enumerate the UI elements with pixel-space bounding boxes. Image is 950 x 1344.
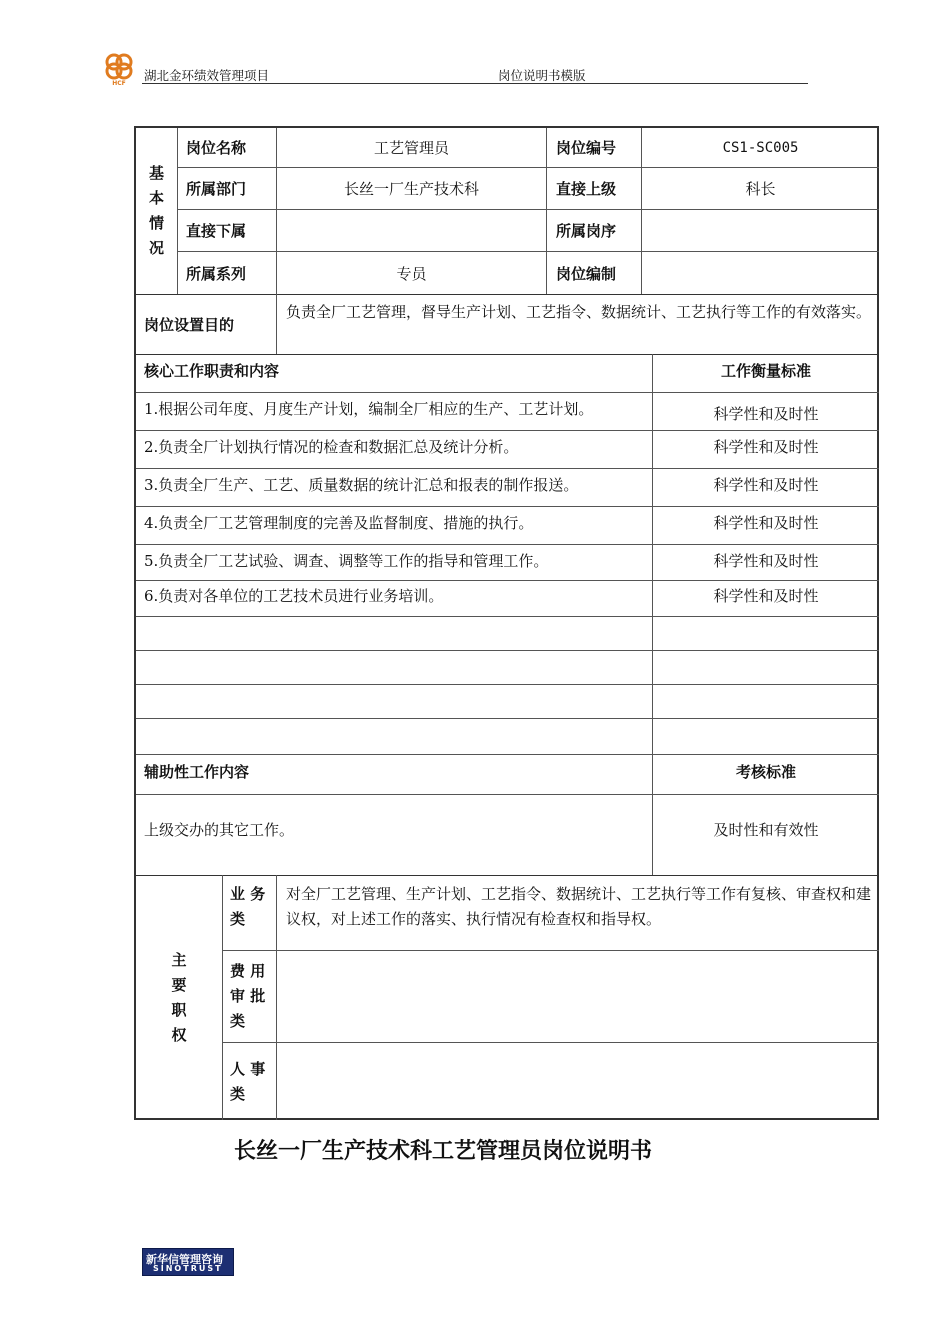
document-title: 长丝一厂生产技术科工艺管理员岗位说明书	[234, 1139, 653, 1164]
project-name: 湖北金环绩效管理项目	[144, 68, 270, 83]
job-description-table	[134, 126, 879, 1120]
duty-standard-2: 科学性和及时性	[713, 437, 819, 456]
value-position-sequence	[642, 210, 879, 251]
purpose-label: 岗位设置目的	[144, 316, 235, 334]
duty-item-2: 2.负责全厂计划执行情况的检查和数据汇总及统计分析。	[144, 437, 519, 456]
authority-personnel-label: 人 事 类	[230, 1059, 266, 1103]
label-series: 所属系列	[186, 264, 247, 283]
value-position-code: CS1-SC005	[722, 139, 799, 156]
duty-item-6: 6.负责对各单位的工艺技术员进行业务培训。	[144, 586, 444, 605]
core-duties-header: 核心工作职责和内容	[144, 361, 280, 380]
hcf-logo	[100, 52, 138, 86]
value-department: 长丝一厂生产技术科	[343, 180, 479, 198]
aux-standard: 及时性和有效性	[713, 820, 819, 839]
authority-business-text: 对全厂工艺管理、生产计划、工艺指令、数据统计、工艺执行等工作有复核、审查权和建议权，对上述工作的落实、执行情况有检查权和指导权。	[286, 885, 872, 928]
page-header	[100, 52, 808, 88]
value-headcount	[642, 252, 879, 294]
value-series: 专员	[396, 264, 427, 283]
duty-standard-6: 科学性和及时性	[713, 586, 819, 605]
value-position-name: 工艺管理员	[373, 139, 449, 157]
label-position-name: 岗位名称	[186, 139, 247, 157]
core-standard-header: 工作衡量标准	[720, 361, 811, 380]
basic-info-label: 基 本 情 况	[148, 164, 164, 257]
duty-standard-3: 科学性和及时性	[713, 475, 819, 494]
label-direct-subordinate: 直接下属	[186, 222, 247, 240]
aux-duties-header: 辅助性工作内容	[144, 762, 250, 781]
label-headcount: 岗位编制	[556, 264, 617, 283]
sinotrust-logo	[142, 1248, 234, 1276]
value-direct-subordinate	[277, 210, 546, 251]
label-direct-superior: 直接上级	[556, 180, 617, 198]
authority-label: 主 要 职 权	[171, 951, 187, 1044]
duty-standard-5: 科学性和及时性	[713, 551, 819, 570]
aux-standard-header: 考核标准	[735, 762, 796, 781]
duty-item-4: 4.负责全厂工艺管理制度的完善及监督制度、措施的执行。	[144, 513, 534, 532]
authority-business-label: 业 务 类	[230, 885, 266, 928]
purpose-text: 负责全厂工艺管理，督导生产计划、工艺指令、数据统计、工艺执行等工作的有效落实。	[286, 303, 872, 321]
value-direct-superior: 科长	[745, 180, 776, 198]
authority-expense-label: 费 用 审 批 类	[230, 962, 266, 1030]
duty-item-1: 1.根据公司年度、月度生产计划，编制全厂相应的生产、工艺计划。	[144, 399, 594, 418]
duty-item-3: 3.负责全厂生产、工艺、质量数据的统计汇总和报表的制作报送。	[144, 475, 579, 494]
authority-expense-text	[286, 951, 876, 1042]
template-name: 岗位说明书模版	[498, 68, 586, 83]
logo-cn: 新华信管理咨询	[146, 1253, 223, 1266]
duty-item-5: 5.负责全厂工艺试验、调查、调整等工作的指导和管理工作。	[144, 551, 549, 570]
duty-standard-1: 科学性和及时性	[713, 405, 819, 423]
label-position-code: 岗位编号	[556, 139, 617, 157]
logo-en: SINOTRUST	[153, 1264, 223, 1273]
label-position-sequence: 所属岗序	[556, 222, 617, 240]
logo-text: HCF	[112, 80, 126, 86]
aux-content: 上级交办的其它工作。	[144, 820, 295, 839]
label-department: 所属部门	[186, 180, 247, 198]
authority-personnel-text	[286, 1043, 876, 1120]
header-rule	[142, 83, 808, 84]
duty-standard-4: 科学性和及时性	[713, 513, 819, 532]
